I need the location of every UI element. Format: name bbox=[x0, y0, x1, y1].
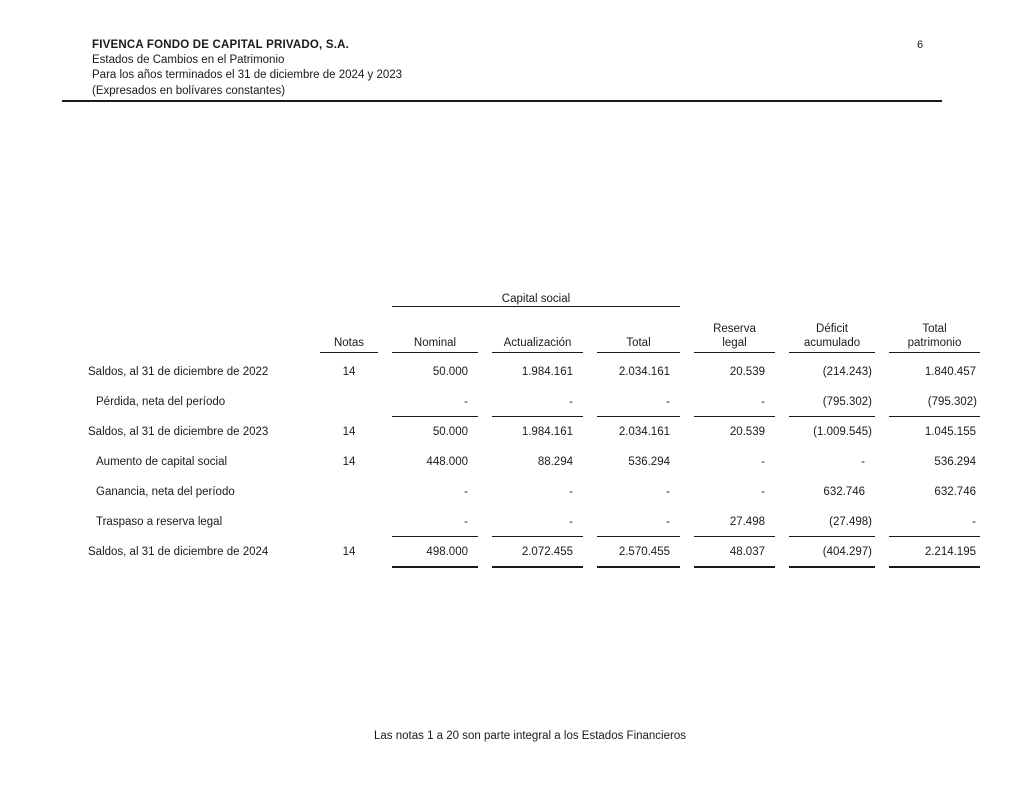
cell-total: - bbox=[583, 509, 680, 539]
cell-notas bbox=[320, 389, 378, 419]
cell-notas: 14 bbox=[342, 426, 356, 438]
cell-reserva: - bbox=[761, 486, 765, 498]
col-header-total-patrimonio: Total patrimonio bbox=[875, 307, 980, 353]
cell-actualizacion: 88.294 bbox=[537, 456, 573, 468]
col-header-notas: Notas bbox=[320, 307, 378, 353]
table-row-saldos-2023 bbox=[88, 419, 980, 449]
table-row-ganancia-neta bbox=[88, 479, 980, 509]
company-name: FIVENCA FONDO DE CAPITAL PRIVADO, S.A. bbox=[92, 39, 349, 51]
group-header-capital-social: Capital social bbox=[378, 285, 680, 307]
currency-note: (Expresados en bolívares constantes) bbox=[92, 84, 286, 97]
table-row-traspaso-reserva bbox=[88, 509, 980, 539]
cell-reserva: 48.037 bbox=[680, 539, 775, 569]
cell-actualizacion: - bbox=[569, 486, 573, 498]
cell-patrimonio: 1.045.155 bbox=[924, 426, 976, 438]
col-header-actualizacion: Actualización bbox=[478, 307, 583, 353]
col-header-reserva-legal: Reserva legal bbox=[680, 307, 775, 353]
cell-nominal: 50.000 bbox=[432, 366, 468, 378]
cell-patrimonio: (795.302) bbox=[875, 389, 980, 419]
column-header-row bbox=[88, 307, 980, 353]
group-header-row bbox=[88, 285, 980, 307]
cell-actualizacion: 1.984.161 bbox=[521, 426, 573, 438]
cell-patrimonio: - bbox=[875, 509, 980, 539]
cell-label: Ganancia, neta del período bbox=[96, 486, 235, 498]
cell-label: Pérdida, neta del período bbox=[96, 396, 226, 408]
cell-nominal: 448.000 bbox=[426, 456, 468, 468]
cell-nominal: 498.000 bbox=[378, 539, 478, 569]
cell-notas: 14 bbox=[342, 456, 356, 468]
page-number: 6 bbox=[917, 39, 924, 51]
col-header-total: Total bbox=[583, 307, 680, 353]
header-divider bbox=[62, 100, 942, 102]
cell-label: Saldos, al 31 de diciembre de 2024 bbox=[88, 546, 269, 558]
cell-deficit: 632.746 bbox=[823, 486, 865, 498]
period-line: Para los años terminados el 31 de diciembre de 2024 y 2023 bbox=[92, 69, 403, 82]
cell-label: Traspaso a reserva legal bbox=[96, 516, 223, 528]
cell-total: 2.034.161 bbox=[618, 366, 670, 378]
table-row-perdida-neta bbox=[88, 389, 980, 419]
cell-patrimonio: 2.214.195 bbox=[875, 539, 980, 569]
cell-patrimonio: 632.746 bbox=[934, 486, 976, 498]
cell-actualizacion: 1.984.161 bbox=[521, 366, 573, 378]
cell-notas bbox=[320, 509, 378, 539]
cell-deficit: (27.498) bbox=[775, 509, 875, 539]
spacer-cell bbox=[320, 285, 378, 307]
cell-total: 2.570.455 bbox=[583, 539, 680, 569]
spacer-cell bbox=[875, 285, 980, 307]
cell-label: Saldos, al 31 de diciembre de 2022 bbox=[88, 366, 269, 378]
equity-statement-table bbox=[88, 285, 980, 569]
cell-label: Saldos, al 31 de diciembre de 2023 bbox=[88, 426, 269, 438]
spacer-cell bbox=[88, 307, 320, 353]
table-row-saldos-2022 bbox=[88, 359, 980, 389]
cell-reserva: - bbox=[761, 456, 765, 468]
cell-actualizacion: - bbox=[478, 389, 583, 419]
spacer-cell bbox=[680, 285, 775, 307]
spacer-cell bbox=[88, 285, 320, 307]
cell-actualizacion: - bbox=[478, 509, 583, 539]
cell-notas: 14 bbox=[342, 366, 356, 378]
document-header bbox=[92, 38, 402, 99]
cell-notas bbox=[320, 479, 378, 509]
cell-deficit: (1.009.545) bbox=[813, 426, 872, 438]
col-header-deficit-acumulado: Déficit acumulado bbox=[775, 307, 875, 353]
cell-reserva: 27.498 bbox=[680, 509, 775, 539]
cell-nominal: - bbox=[378, 389, 478, 419]
cell-deficit: (404.297) bbox=[775, 539, 875, 569]
table-row-saldos-2024 bbox=[88, 539, 980, 569]
cell-nominal: 50.000 bbox=[432, 426, 468, 438]
spacer-cell bbox=[775, 285, 875, 307]
cell-total: - bbox=[583, 389, 680, 419]
footer-note: Las notas 1 a 20 son parte integral a los Estados Financieros bbox=[374, 730, 686, 742]
cell-notas: 14 bbox=[342, 546, 356, 558]
cell-reserva: 20.539 bbox=[729, 426, 765, 438]
cell-reserva: 20.539 bbox=[729, 366, 765, 378]
cell-patrimonio: 1.840.457 bbox=[924, 366, 976, 378]
cell-patrimonio: 536.294 bbox=[934, 456, 976, 468]
table-row-aumento-capital bbox=[88, 449, 980, 479]
cell-nominal: - bbox=[378, 509, 478, 539]
cell-deficit: (214.243) bbox=[822, 366, 872, 378]
cell-deficit: - bbox=[861, 456, 865, 468]
cell-total: 2.034.161 bbox=[618, 426, 670, 438]
cell-nominal: - bbox=[464, 486, 468, 498]
cell-total: - bbox=[666, 486, 670, 498]
cell-reserva: - bbox=[680, 389, 775, 419]
cell-total: 536.294 bbox=[628, 456, 670, 468]
cell-deficit: (795.302) bbox=[775, 389, 875, 419]
cell-actualizacion: 2.072.455 bbox=[478, 539, 583, 569]
cell-label: Aumento de capital social bbox=[96, 456, 228, 468]
col-header-nominal: Nominal bbox=[378, 307, 478, 353]
statement-title: Estados de Cambios en el Patrimonio bbox=[92, 54, 285, 67]
